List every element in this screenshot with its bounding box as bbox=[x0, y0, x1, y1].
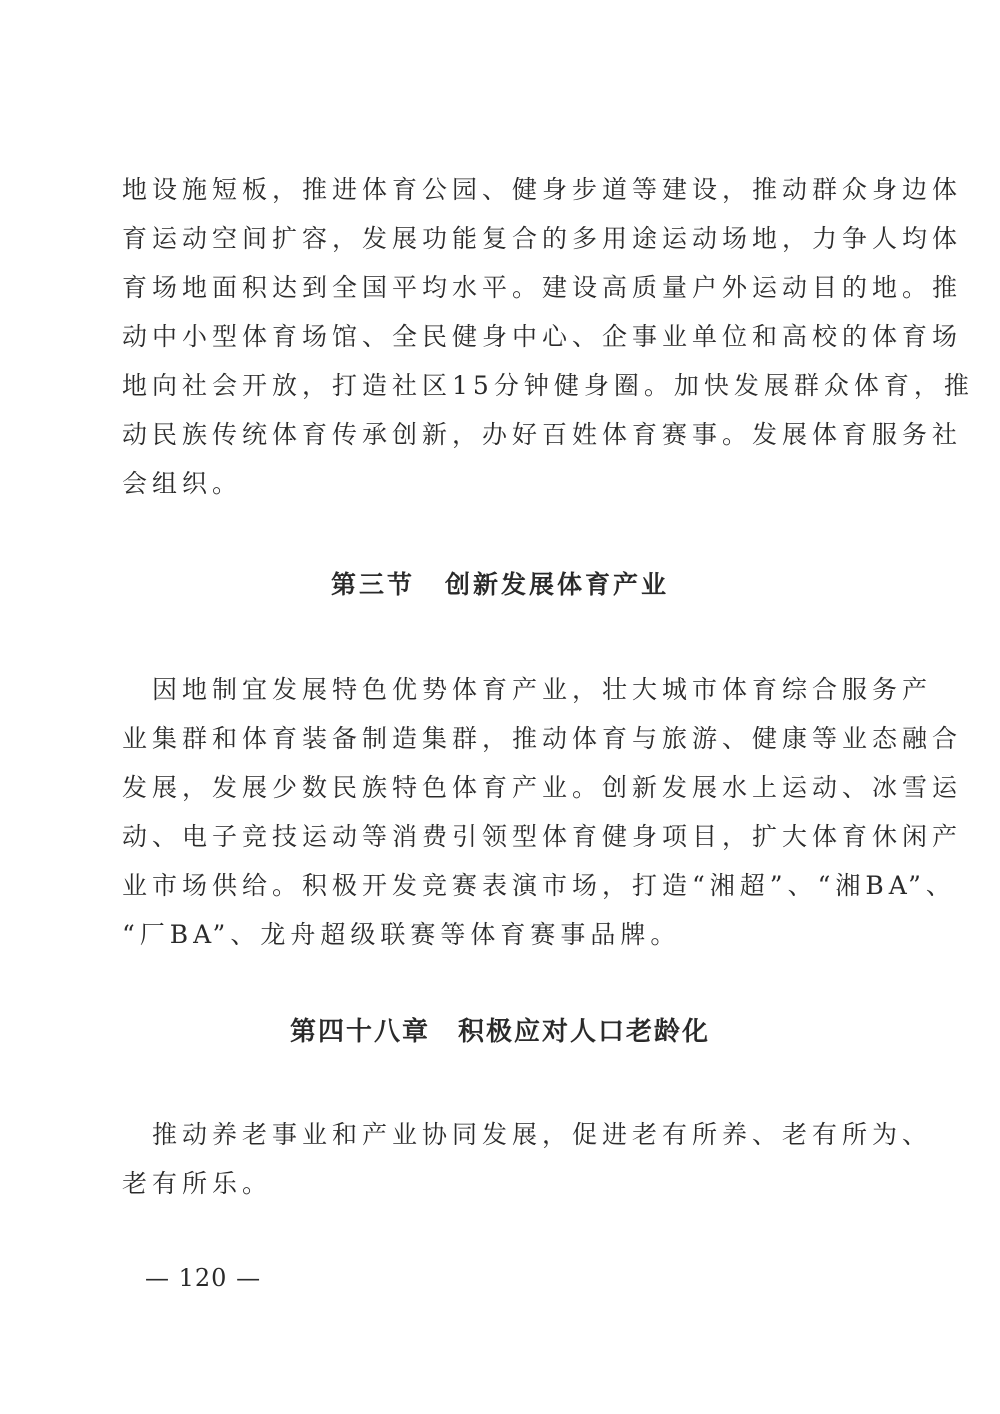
paragraph-aging bbox=[122, 1110, 933, 1208]
text-line: 会组织。 bbox=[122, 469, 243, 498]
text-line: 业市场供给。积极开发竞赛表演市场，打造“湘超”、“湘BA”、 bbox=[122, 871, 956, 900]
text-line: 老有所乐。 bbox=[122, 1169, 273, 1198]
text-line: 动、电子竞技运动等消费引领型体育健身项目，扩大体育休闲产 bbox=[122, 822, 963, 851]
section-heading bbox=[0, 565, 1000, 605]
text-line: 业集群和体育装备制造集群，推动体育与旅游、健康等业态融合 bbox=[122, 724, 963, 753]
text-line: 育场地面积达到全国平均水平。建设高质量户外运动目的地。推 bbox=[122, 273, 963, 302]
paragraph-sports-industry bbox=[122, 665, 963, 959]
chapter-title-text: 积极应对人口老龄化 bbox=[458, 1017, 711, 1047]
paragraph-sports-facilities bbox=[122, 165, 974, 508]
text-line: 育运动空间扩容，发展功能复合的多用途运动场地，力争人均体 bbox=[122, 224, 963, 253]
chapter-heading bbox=[0, 1012, 1000, 1052]
page-number: — 120 — bbox=[145, 1264, 262, 1292]
text-line: 推动养老事业和产业协同发展，促进老有所养、老有所为、 bbox=[122, 1120, 933, 1149]
text-line: 发展，发展少数民族特色体育产业。创新发展水上运动、冰雪运 bbox=[122, 773, 963, 802]
text-line: 地向社会开放，打造社区15分钟健身圈。加快发展群众体育，推 bbox=[122, 371, 974, 400]
chapter-number: 第四十八章 bbox=[289, 1017, 430, 1047]
section-title-text: 创新发展体育产业 bbox=[445, 570, 670, 599]
text-line: “厂BA”、龙舟超级联赛等体育赛事品牌。 bbox=[122, 920, 681, 949]
text-line: 因地制宜发展特色优势体育产业，壮大城市体育综合服务产 bbox=[122, 675, 933, 704]
section-number: 第三节 bbox=[330, 570, 415, 599]
text-line: 动民族传统体育传承创新，办好百姓体育赛事。发展体育服务社 bbox=[122, 420, 963, 449]
text-line: 地设施短板，推进体育公园、健身步道等建设，推动群众身边体 bbox=[122, 175, 963, 204]
text-line: 动中小型体育场馆、全民健身中心、企事业单位和高校的体育场 bbox=[122, 322, 963, 351]
